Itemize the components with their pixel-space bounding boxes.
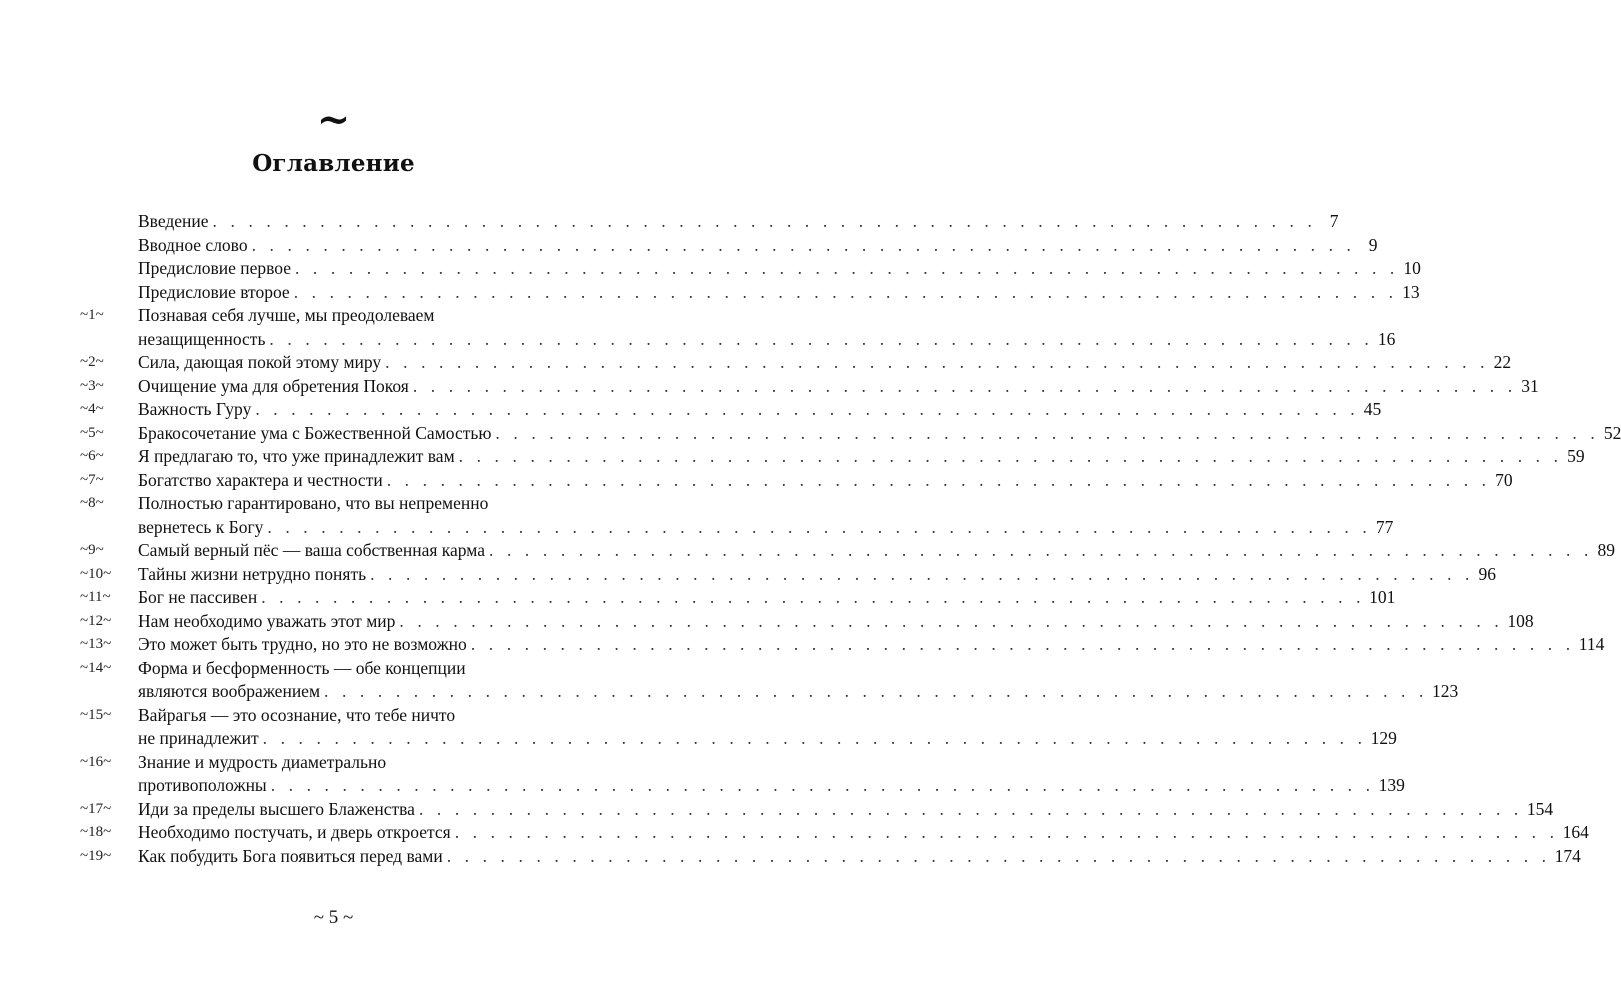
chapter-number: ~15~: [80, 706, 112, 723]
title-ornament: ~: [316, 96, 351, 143]
dot-leader: . . . . . . . . . . . . . . . . . . . . . . . . . . . . . . . . . . . . . . . . . . . . . . . . . . . . . . . . . . . . . .: [293, 281, 1398, 302]
chapter-title: не принадлежит: [138, 728, 259, 748]
dot-leader: . . . . . . . . . . . . . . . . . . . . . . . . . . . . . . . . . . . . . . . . . . . . . . . . . . . . . . . . . . . . . .: [324, 681, 1428, 701]
dot-leader: . . . . . . . . . . . . . . . . . . . . . . . . . . . . . . . . . . . . . . . . . . . . . . . . . . . . . . . . . . . . . .: [269, 328, 1374, 349]
chapter-number: ~4~: [80, 401, 104, 417]
chapter-title: являются воображением: [138, 681, 321, 701]
chapter-number: ~2~: [80, 354, 104, 370]
toc-entry: [80, 398, 1382, 422]
chapter-number: ~9~: [80, 542, 104, 558]
chapter-title: Знание и мудрость диаметрально: [138, 751, 387, 772]
dot-leader: . . . . . . . . . . . . . . . . . . . . . . . . . . . . . . . . . . . . . . . . . . . . . . . . . . . . . . . . . . . . . .: [270, 775, 1375, 795]
chapter-number: ~19~: [80, 847, 112, 864]
page-ref: 45: [1363, 399, 1382, 419]
chapter-number: ~13~: [80, 636, 112, 652]
page-ref: 154: [1526, 798, 1554, 819]
chapter-title: Введение: [138, 211, 209, 231]
chapter-number: ~8~: [80, 495, 104, 511]
toc-entry: [80, 351, 1512, 375]
toc-entry: [80, 704, 1397, 751]
toc-entry: [80, 633, 1605, 657]
chapter-title: Вайрагья — это осознание, что тебе ничто: [138, 704, 456, 725]
chapter-title: вернетесь к Богу: [138, 516, 264, 537]
toc-entry: [80, 492, 1394, 539]
toc-entry: [80, 281, 1420, 305]
toc-entry: [80, 422, 1621, 446]
chapter-title: Нам необходимо уважать этот мир: [138, 610, 396, 631]
dot-leader: . . . . . . . . . . . . . . . . . . . . . . . . . . . . . . . . . . . . . . . . . . . . . . . . . . . . . . . . . . . . . .: [386, 469, 1491, 490]
chapter-title: незащищенность: [138, 328, 266, 349]
dot-leader: . . . . . . . . . . . . . . . . . . . . . . . . . . . . . . . . . . . . . . . . . . . . . . . . . . . . . . . . . . . . . .: [446, 845, 1551, 866]
toc-entry: [80, 375, 1539, 399]
toc-entry: [80, 751, 1405, 798]
dot-leader: . . . . . . . . . . . . . . . . . . . . . . . . . . . . . . . . . . . . . . . . . . . . . . . . . . . . . . . . . . . . . .: [454, 822, 1559, 842]
chapter-title: Бракосочетание ума с Божественной Самостью: [138, 422, 492, 443]
dot-leader: . . . . . . . . . . . . . . . . . . . . . . . . . . . . . . . . . . . . . . . . . . . . . . . . . . . . . . . . . . . . . .: [458, 446, 1563, 466]
chapter-title: Бог не пассивен: [138, 587, 258, 607]
page-ref: 108: [1507, 610, 1534, 631]
dot-leader: . . . . . . . . . . . . . . . . . . . . . . . . . . . . . . . . . . . . . . . . . . . . . . . . . . . . . . . . . . . . . .: [399, 610, 1504, 631]
toc-entry: [80, 657, 1459, 704]
chapter-title: Богатство характера и честности: [138, 469, 383, 490]
page-ref: 174: [1554, 845, 1581, 866]
chapter-number: ~14~: [80, 659, 112, 676]
chapter-number: ~12~: [80, 612, 112, 629]
dot-leader: . . . . . . . . . . . . . . . . . . . . . . . . . . . . . . . . . . . . . . . . . . . . . . . . . . . . . . . . . . . . . .: [489, 540, 1593, 560]
chapter-title: Я предлагаю то, что уже принадлежит вам: [138, 446, 455, 466]
chapter-title: противоположны: [138, 775, 267, 795]
chapter-number: ~7~: [80, 471, 104, 488]
chapter-title: Это может быть трудно, но это не возможно: [138, 634, 467, 654]
chapter-title: Сила, дающая покой этому миру: [138, 352, 382, 372]
toc-entry: [80, 586, 1396, 610]
toc-entry: [80, 610, 1534, 634]
dot-leader: . . . . . . . . . . . . . . . . . . . . . . . . . . . . . . . . . . . . . . . . . . . . . . . . . . . . . . . . . . . . . .: [261, 587, 1366, 607]
page-number: ~ 5 ~: [313, 907, 354, 928]
chapter-title: Тайны жизни нетрудно понять: [138, 563, 367, 584]
chapter-number: ~10~: [80, 565, 112, 582]
dot-leader: . . . . . . . . . . . . . . . . . . . . . . . . . . . . . . . . . . . . . . . . . . . . . . . . . . . . . . . . . . . . . .: [212, 211, 1317, 231]
dot-leader: . . . . . . . . . . . . . . . . . . . . . . . . . . . . . . . . . . . . . . . . . . . . . . . . . . . . . . . . . . . . . .: [470, 634, 1575, 654]
toc-entry: [80, 539, 1615, 563]
dot-leader: . . . . . . . . . . . . . . . . . . . . . . . . . . . . . . . . . . . . . . . . . . . . . . . . . . . . . . . . . . . . . .: [370, 563, 1475, 584]
page-ref: 22: [1493, 352, 1512, 372]
toc-entry: [80, 210, 1339, 234]
dot-leader: . . . . . . . . . . . . . . . . . . . . . . . . . . . . . . . . . . . . . . . . . . . . . . . . . . . . . . . . . . . . . .: [267, 516, 1372, 537]
chapter-number: ~18~: [80, 824, 112, 840]
dot-leader: . . . . . . . . . . . . . . . . . . . . . . . . . . . . . . . . . . . . . . . . . . . . . . . . . . . . . . . . . . . . . .: [294, 258, 1399, 278]
toc-entry: [80, 304, 1396, 351]
chapter-title: Предисловие первое: [138, 258, 291, 278]
chapter-title: Форма и бесформенность — обе концепции: [138, 657, 466, 678]
chapter-title: Самый верный пёс — ваша собственная карма: [138, 540, 486, 560]
dot-leader: . . . . . . . . . . . . . . . . . . . . . . . . . . . . . . . . . . . . . . . . . . . . . . . . . . . . . . . . . . . . . .: [255, 399, 1360, 419]
page-ref: 31: [1521, 375, 1539, 396]
table-of-contents: [80, 210, 1621, 868]
page-ref: 123: [1431, 681, 1459, 701]
dot-leader: . . . . . . . . . . . . . . . . . . . . . . . . . . . . . . . . . . . . . . . . . . . . . . . . . . . . . . . . . . . . . .: [251, 234, 1356, 255]
toc-entry: [80, 234, 1378, 258]
toc-entry: [80, 798, 1554, 822]
chapter-number: ~16~: [80, 753, 112, 770]
chapter-number: ~17~: [80, 800, 112, 817]
page-ref: 13: [1402, 281, 1420, 302]
chapter-number: ~11~: [80, 589, 111, 605]
chapter-title: Вводное слово: [138, 234, 248, 255]
chapter-number: ~3~: [80, 377, 104, 394]
page-ref: 7: [1329, 211, 1339, 231]
page-ref: 10: [1403, 258, 1421, 278]
page-ref: 89: [1597, 540, 1615, 560]
dot-leader: . . . . . . . . . . . . . . . . . . . . . . . . . . . . . . . . . . . . . . . . . . . . . . . . . . . . . . . . . . . . . .: [385, 352, 1490, 372]
toc-entry: [80, 445, 1585, 469]
page-ref: 139: [1378, 775, 1405, 795]
toc-entry: [80, 257, 1421, 281]
page-ref: 70: [1495, 469, 1513, 490]
toc-entry: [80, 821, 1589, 845]
page-ref: 164: [1562, 822, 1589, 842]
page-ref: 9: [1368, 234, 1378, 255]
chapter-title: Познавая себя лучше, мы преодолеваем: [138, 305, 435, 325]
chapter-title: Необходимо постучать, и дверь откроется: [138, 822, 451, 842]
chapter-title: Очищение ума для обретения Покоя: [138, 375, 409, 396]
page-ref: 129: [1370, 728, 1397, 748]
page-ref: 96: [1478, 563, 1497, 584]
page-ref: 52: [1603, 422, 1621, 443]
page-title: Оглавление: [252, 150, 415, 177]
chapter-title: Предисловие второе: [138, 281, 290, 302]
chapter-title: Важность Гуру: [138, 399, 252, 419]
page-ref: 101: [1369, 587, 1396, 607]
toc-entry: [80, 563, 1497, 587]
page-ref: 77: [1375, 516, 1394, 537]
chapter-title: Иди за пределы высшего Блаженства: [138, 798, 415, 819]
chapter-title: Полностью гарантировано, что вы непременно: [138, 493, 489, 513]
page-ref: 16: [1377, 328, 1396, 349]
toc-entry: [80, 469, 1513, 493]
dot-leader: . . . . . . . . . . . . . . . . . . . . . . . . . . . . . . . . . . . . . . . . . . . . . . . . . . . . . . . . . . . . . .: [495, 422, 1600, 443]
page-ref: 114: [1578, 634, 1605, 654]
chapter-number: ~5~: [80, 424, 104, 441]
chapter-number: ~1~: [80, 307, 104, 323]
page-ref: 59: [1567, 446, 1585, 466]
chapter-title: Как побудить Бога появиться перед вами: [138, 845, 443, 866]
dot-leader: . . . . . . . . . . . . . . . . . . . . . . . . . . . . . . . . . . . . . . . . . . . . . . . . . . . . . . . . . . . . . .: [262, 728, 1367, 748]
toc-entry: [80, 845, 1581, 869]
dot-leader: . . . . . . . . . . . . . . . . . . . . . . . . . . . . . . . . . . . . . . . . . . . . . . . . . . . . . . . . . . . . . .: [418, 798, 1523, 819]
chapter-number: ~6~: [80, 448, 104, 464]
dot-leader: . . . . . . . . . . . . . . . . . . . . . . . . . . . . . . . . . . . . . . . . . . . . . . . . . . . . . . . . . . . . . .: [412, 375, 1517, 396]
